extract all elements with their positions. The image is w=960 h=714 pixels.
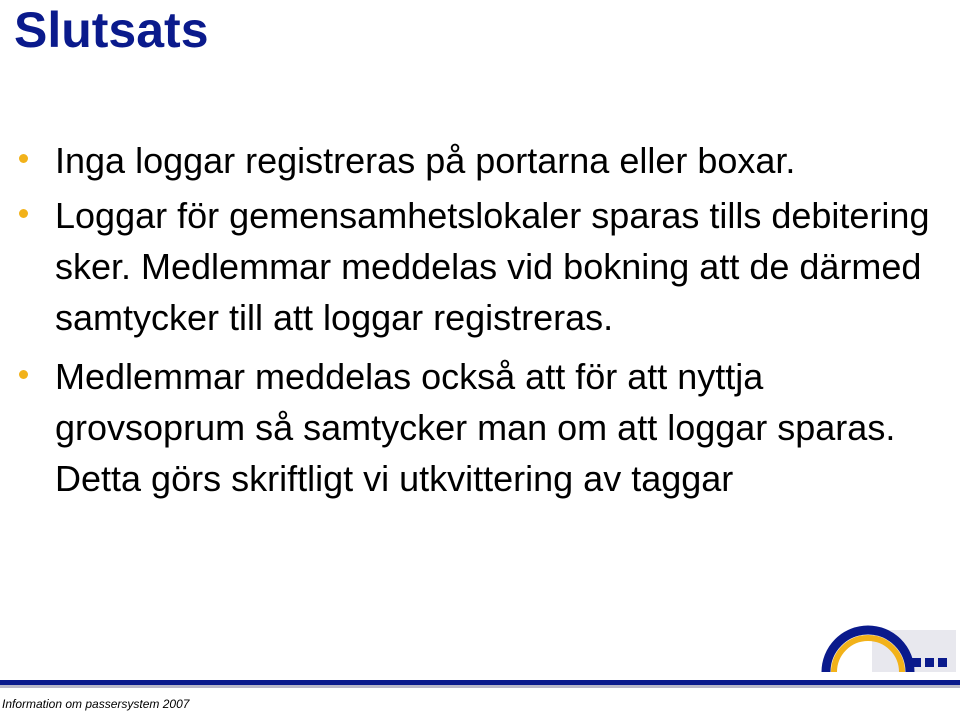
bullet-text: Inga loggar registreras på portarna eller boxar. (55, 140, 796, 181)
bullet-dot-icon (19, 154, 28, 163)
footer-divider-shadow (0, 685, 960, 688)
footer-text: Information om passersystem 2007 (2, 697, 190, 711)
bullet-item (0, 190, 940, 343)
bullet-dot-icon (19, 370, 28, 379)
bullet-item (0, 135, 940, 186)
bullet-item (0, 351, 940, 504)
arc-logo-icon (820, 622, 956, 672)
bullet-dot-icon (19, 209, 28, 218)
bullet-list (0, 135, 940, 512)
bullet-text: Medlemmar meddelas också att för att nyttja grovsoprum så samtycker man om att loggar sparas. Detta görs skriftligt vi utkvittering av taggar (55, 356, 896, 499)
slide-title: Slutsats (14, 2, 209, 58)
bullet-text: Loggar för gemensamhetslokaler sparas tills debitering sker. Medlemmar meddelas vid bokning att de därmed samtycker till att loggar registreras. (55, 195, 930, 338)
